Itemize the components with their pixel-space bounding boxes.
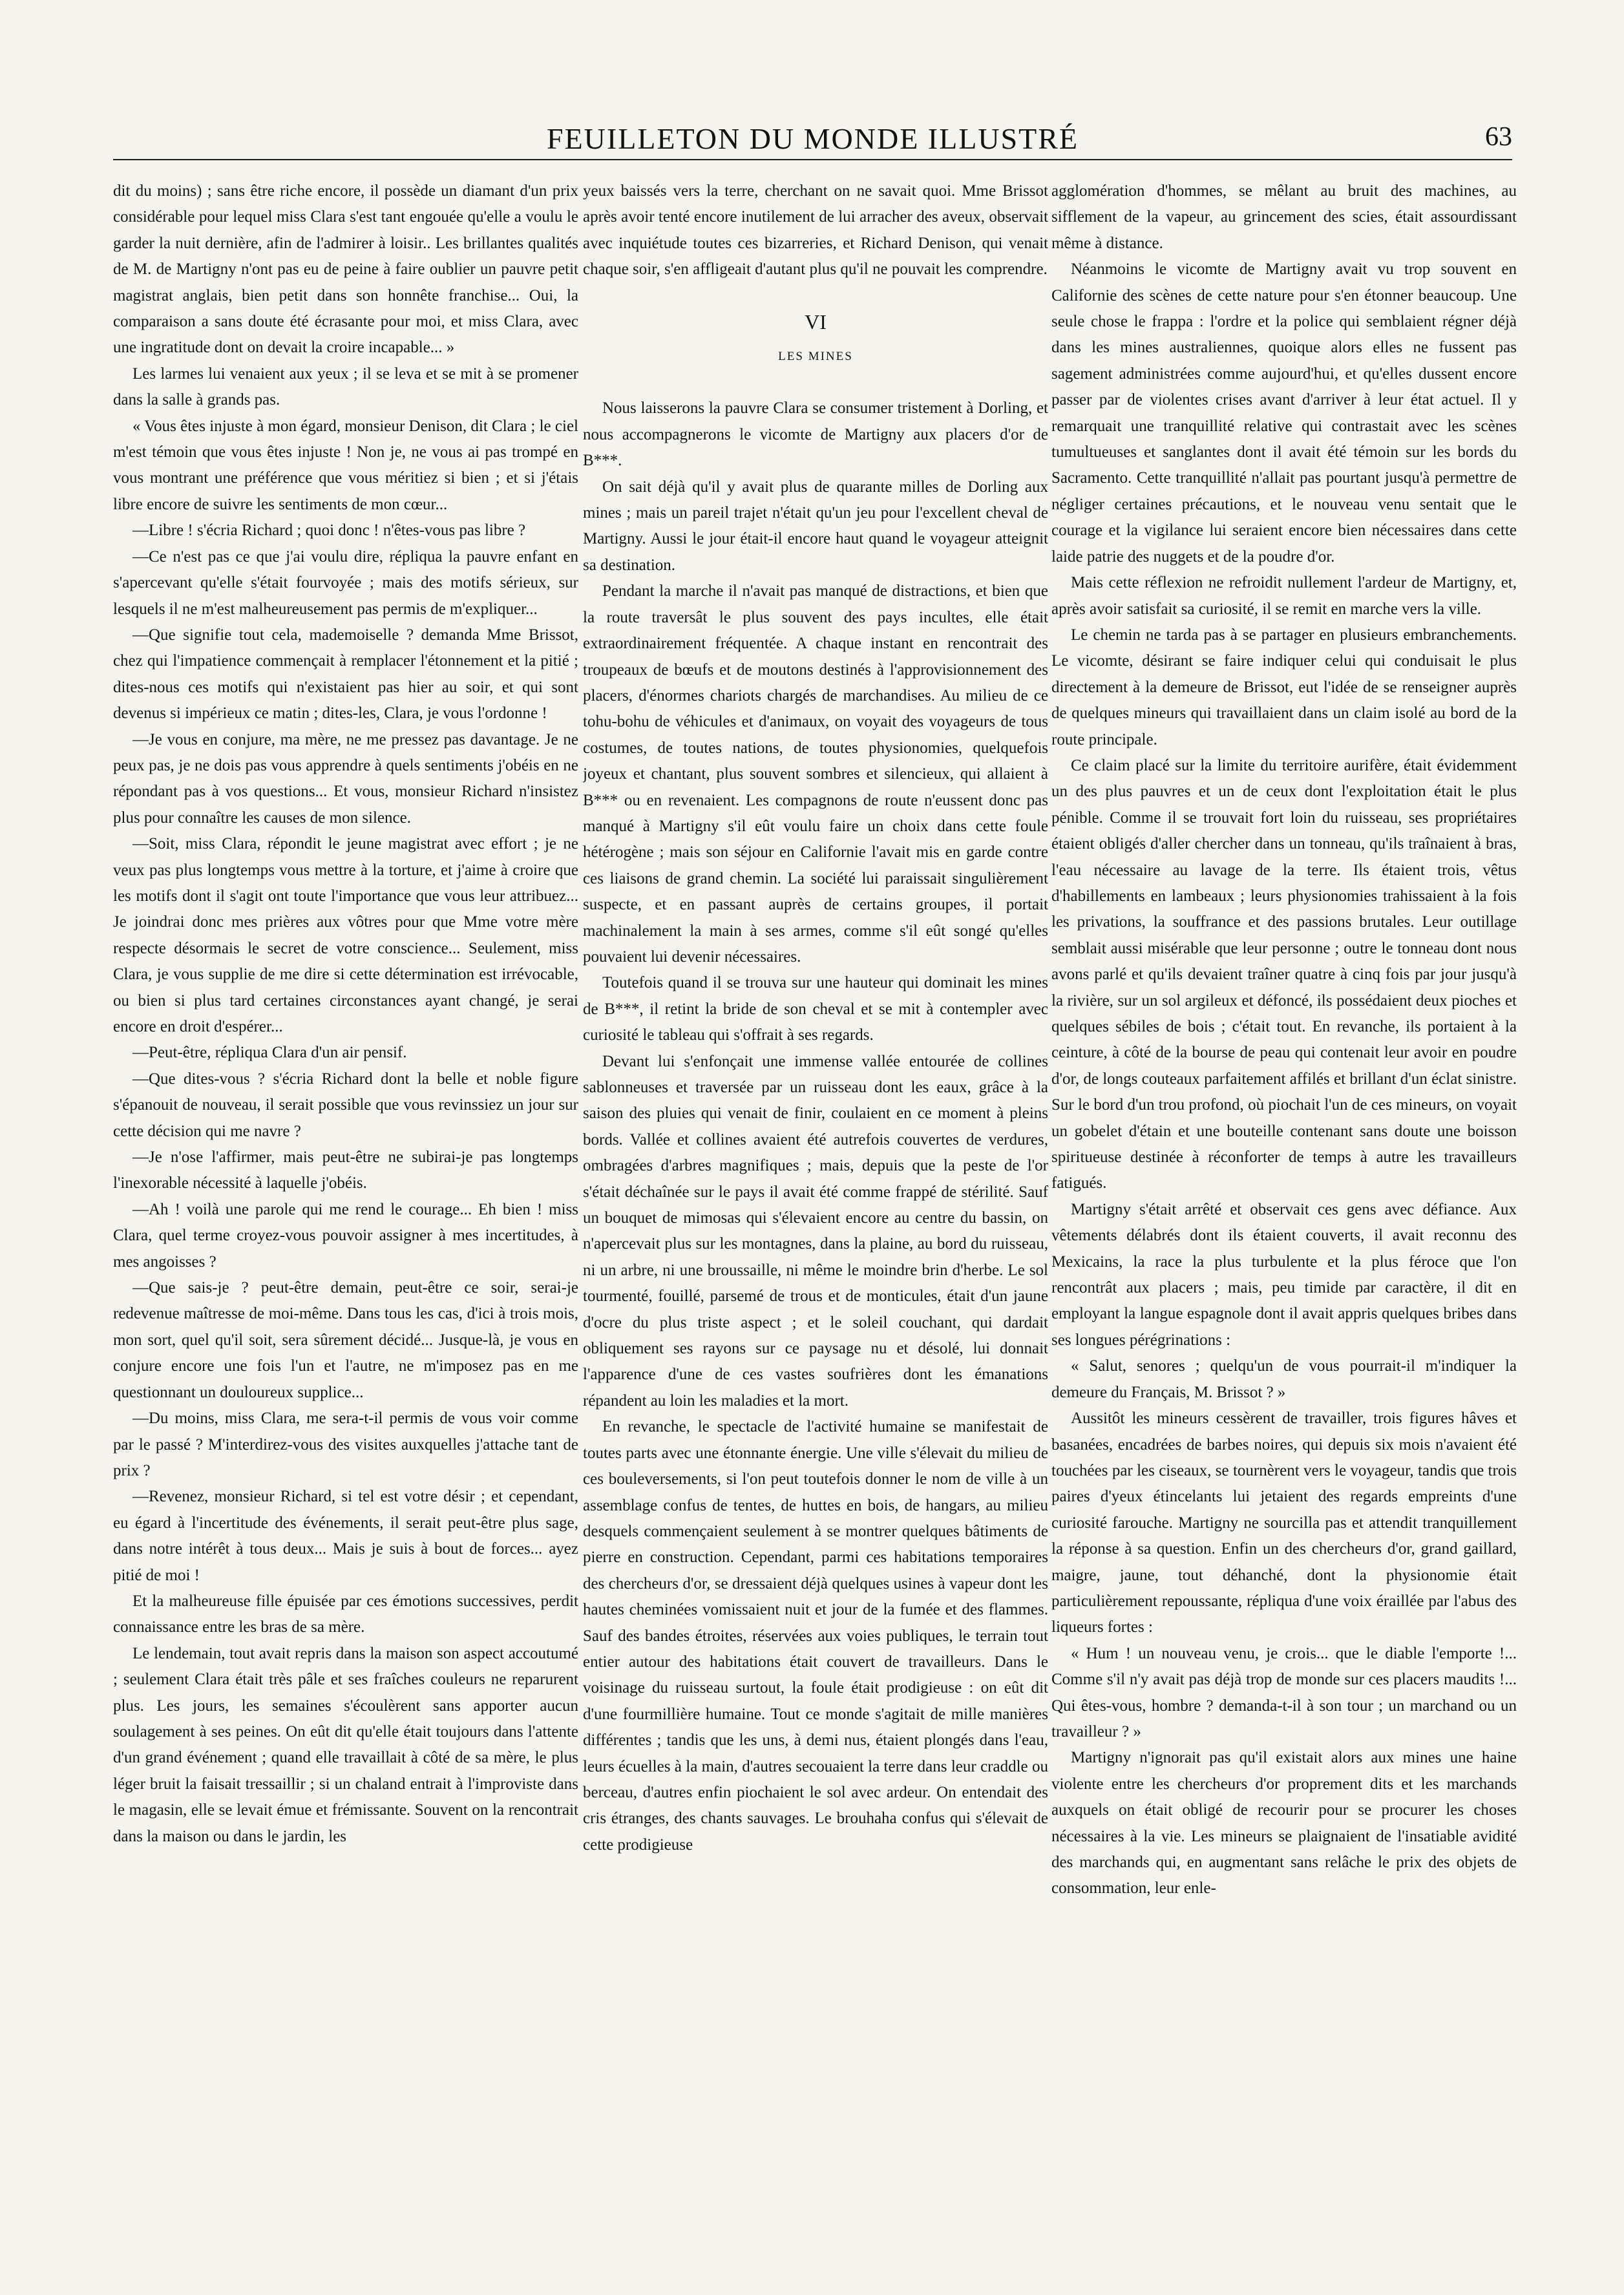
header-rule: [113, 159, 1512, 160]
paragraph: Martigny s'était arrêté et observait ces gens avec défiance. Aux vêtements délabrés dont ils étaient couverts, il avait reconnu des Mexicains, la race la plus turbulente et la plus féroce que l'on rencontrât aux placers ; mais, peu timide par caractère, il dit en employant la langue espagnole dont il avait appris quelques bribes dans ses longues pérégrinations :: [1051, 1200, 1517, 1349]
paragraph: Et la malheureuse fille épuisée par ces émotions successives, perdit connaissance entre les bras de sa mère.: [113, 1592, 578, 1636]
running-title: FEUILLETON DU MONDE ILLUSTRÉ: [546, 122, 1079, 155]
running-head: [113, 122, 1512, 160]
paragraph: —Ce n'est pas ce que j'ai voulu dire, répliqua la pauvre enfant en s'apercevant qu'elle s'était fourvoyée ; mais des motifs sérieux, sur lesquels il ne m'est malheureusement pas permis de m'expliquer...: [113, 547, 578, 618]
paragraph: dit du moins) ; sans être riche encore, il possède un diamant d'un prix considérable pour lequel miss Clara s'est tant engouée qu'elle a voulu le garder la nuit dernière, afin de l'admirer à loisir.. Les brillantes qualités de M. de Martigny n'ont pas eu de peine à faire oublier un pauvre petit magistrat anglais, bien petit dans son honnête franchise... Oui, la comparaison a sans doute été écrasante pour moi, et miss Clara, avec une ingratitude dont on devait la croire incapable... »: [113, 182, 578, 357]
text-column-3: [1051, 178, 1517, 2234]
paragraph: Pendant la marche il n'avait pas manqué de distractions, et bien que la route traversât le plus souvent des pays incultes, elle était extraordinairement fréquentée. A chaque instant en rencontrait des troupeaux de bœufs et de moutons destinés à l'approvisionnement des placers, d'énormes chariots chargés de marchandises. Au milieu de ce tohu-bohu de véhicules et d'animaux, on voyait des voyageurs de tous costumes, de toutes nations, de toutes physionomies, quelquefois joyeux et chantant, plus souvent sombres et silencieux, qui allaient à B*** ou en revenaient. Les compagnons de route n'eussent donc pas manqué à Martigny s'il eût voulu faire un choix dans cette foule hétérogène ; mais son séjour en Californie l'avait mis en garde contre ces liaisons de grand chemin. La société lui paraissait singulièrement suspecte, et en passant auprès de certains groupes, il portait machinalement la main à ses armes, comme s'il eût songé qu'elles pouvaient lui devenir nécessaires.: [583, 582, 1048, 966]
paragraph: agglomération d'hommes, se mêlant au bruit des machines, au sifflement de la vapeur, au grincement des scies, était assourdissant même à distance.: [1051, 182, 1517, 252]
paragraph: —Je n'ose l'affirmer, mais peut-être ne subirai-je pas longtemps l'inexorable nécessité à laquelle j'obéis.: [113, 1148, 578, 1192]
paragraph: —Je vous en conjure, ma mère, ne me pressez pas davantage. Je ne peux pas, je ne dois pas vous apprendre à quels sentiments j'obéis en ne répondant pas à vos questions... Et vous, monsieur Richard n'insistez plus pour connaître les causes de mon silence.: [113, 730, 578, 827]
paragraph: —Du moins, miss Clara, me sera-t-il permis de vous voir comme par le passé ? M'interdirez-vous des visites auxquelles j'attache tant de prix ?: [113, 1410, 578, 1479]
paragraph: —Libre ! s'écria Richard ; quoi donc ! n'êtes-vous pas libre ?: [132, 522, 526, 540]
paragraph: —Ah ! voilà une parole qui me rend le courage... Eh bien ! miss Clara, quel terme croyez-vous pouvoir assigner à mes incertitudes, à mes angoisses ?: [113, 1200, 578, 1271]
paragraph: Mais cette réflexion ne refroidit nullement l'ardeur de Martigny, et, après avoir satisfait sa curiosité, il se remit en marche vers la ville.: [1051, 574, 1517, 618]
paragraph: Nous laisserons la pauvre Clara se consumer tristement à Dorling, et nous accompagnerons le vicomte de Martigny aux placers d'or de B***.: [583, 399, 1048, 470]
paragraph: Les larmes lui venaient aux yeux ; il se leva et se mit à se promener dans la salle à grands pas.: [113, 365, 578, 409]
paragraph: —Que signifie tout cela, mademoiselle ? demanda Mme Brissot, chez qui l'impatience commençait à remplacer l'étonnement et la pitié ; dites-nous ces motifs qui n'existaient pas hier au soir, et qui sont devenus si impérieux ce matin ; dites-les, Clara, je vous l'ordonne !: [113, 626, 578, 723]
paragraph: —Peut-être, répliqua Clara d'un air pensif.: [132, 1044, 407, 1062]
paragraph: —Revenez, monsieur Richard, si tel est votre désir ; et cependant, eu égard à l'incertitude des événements, il serait peut-être plus sage, dans notre intérêt à tous deux... Mais je suis à bout de forces... ayez pitié de moi !: [113, 1488, 578, 1584]
paragraph: Le chemin ne tarda pas à se partager en plusieurs embranchements. Le vicomte, désirant se faire indiquer celui qui conduisait le plus directement à la demeure de Brissot, eut l'idée de se renseigner auprès de quelques mineurs qui travaillaient dans un claim isolé au bord de la route principale.: [1051, 626, 1517, 748]
paragraph: yeux baissés vers la terre, cherchant on ne savait quoi. Mme Brissot après avoir tenté encore inutilement de lui arracher des aveux, observait avec inquiétude toutes ces bizarreries, et Richard Denison, qui venait chaque soir, s'en affligeait d'autant plus qu'il ne pouvait les comprendre.: [583, 182, 1048, 279]
paragraph: Aussitôt les mineurs cessèrent de travailler, trois figures hâves et basanées, encadrées de barbes noires, qui depuis six mois n'avaient été touchées par les ciseaux, se tournèrent vers le voyageur, tandis que trois paires d'yeux étincelants lui jetaient des regards empreints d'une curiosité farouche. Martigny ne sourcilla pas et attendit tranquillement la réponse à sa question. Enfin un des chercheurs d'or, grand gaillard, maigre, jaune, tout déhanché, dont la physionomie était particulièrement repoussante, répliqua d'une voix éraillée par l'abus des liqueurs fortes :: [1051, 1410, 1517, 1636]
paragraph: —Que dites-vous ? s'écria Richard dont la belle et noble figure s'épanouit de nouveau, il serait possible que vous revinssiez un jour sur cette décision qui me navre ?: [113, 1070, 578, 1140]
paragraph: En revanche, le spectacle de l'activité humaine se manifestait de toutes parts avec une étonnante énergie. Une ville s'élevait du milieu de ces bouleversements, si l'on peut toutefois donner le nom de ville à un assemblage confus de tentes, de huttes en bois, de hangars, au milieu desquels commençaient seulement à se montrer quelques bâtiments de pierre en construction. Cependant, parmi ces habitations temporaires des chercheurs d'or, se dressaient déjà quelques usines à vapeur dont les hautes cheminées vomissaient nuit et jour de la fumée et des flammes. Sauf des bandes étroites, réservées aux voies publiques, le terrain tout entier autour des habitations était couvert de travailleurs. Dans le voisinage du ruisseau surtout, la foule était prodigieuse : on eût dit d'une fourmillière humaine. Tout ce monde s'agitait de mille manières différentes ; tandis que les uns, à demi nus, étaient plongés dans l'eau, leurs écuelles à la main, d'autres secouaient la terre dans leur craddle ou berceau, d'autres enfin piochaient le sol avec ardeur. On entendait des cris étranges, des chants sauvages. Le brouhaha confus qui s'élevait de cette prodigieuse: [583, 1418, 1048, 1854]
page-number: 63: [1485, 122, 1512, 152]
paragraph: —Soit, miss Clara, répondit le jeune magistrat avec effort ; je ne veux pas plus longtemps vous mettre à la torture, et j'aime à croire que les motifs dont il s'agit ont toute l'importance que vous leur attribuez... Je joindrai donc mes prières aux vôtres pour que Mme votre mère respecte désormais le secret de votre conscience... Seulement, miss Clara, je vous supplie de me dire si cette détermination est irrévocable, ou bien si plus tard certaines circonstances ayant changé, je serai encore en droit d'espérer...: [113, 835, 578, 1035]
paragraph: Devant lui s'enfonçait une immense vallée entourée de collines sablonneuses et traversée par un ruisseau dont les eaux, grâce à la saison des pluies qui venait de finir, coulaient en ce moment à pleins bords. Vallée et collines avaient été autrefois couvertes de verdures, ombragées d'arbres magnifiques ; mais, depuis que la peste de l'or s'était déchaînée sur le pays il avait été comme frappé de stérilité. Sauf un bouquet de mimosas qui s'élevaient encore au centre du bassin, on n'apercevait plus sur les montagnes, dans la plaine, au bord du ruisseau, ni un arbre, ni une broussaille, ni même le moindre brin d'herbe. Le sol tourmenté, fouillé, parsemé de trous et de monticules, était d'un jaune d'ocre du plus triste aspect ; et le soleil couchant, qui dardait obliquement ses rayons sur ce paysage nu et désolé, lui donnait l'apparence d'une de ces vastes soufrières dont les émanations répandent au loin les maladies et la mort.: [583, 1052, 1048, 1410]
paragraph: Ce claim placé sur la limite du territoire aurifère, était évidemment un des plus pauvres et un de ceux dont l'exploitation était le plus pénible. Comme il se trouvait fort loin du ruisseau, ses propriétaires étaient obligés d'aller chercher dans un tonneau, qu'ils traînaient à bras, l'eau nécessaire au lavage de la terre. Ils étaient trois, vêtus d'habillements en lambeaux ; leurs physionomies trahissaient à la fois les privations, la souffrance et des passions brutales. Leur outillage semblait aussi misérable que leur personne ; outre le tonneau dont nous avons parlé et qu'ils devaient traîner quatre à cinq fois par jour jusqu'à la rivière, sur un sol argileux et défoncé, ils possédaient deux pioches et quelques sébiles de bois ; c'était tout. En revanche, ils portaient à la ceinture, à côté de la bourse de peau qui contenait leur avoir en poudre d'or, de longs couteaux parfaitement affilés et brillant d'un éclat sinistre. Sur le bord d'un trou profond, où piochait l'un de ces mineurs, on voyait un gobelet d'étain et une bouteille contenant sans doute une boisson spiritueuse destinée à réconforter de temps à autre les travailleurs fatigués.: [1051, 756, 1517, 1192]
paragraph: —Que sais-je ? peut-être demain, peut-être ce soir, serai-je redevenue maîtresse de moi-même. Dans tous les cas, d'ici à trois mois, mon sort, quel qu'il soit, sera sûrement décidé... Jusque-là, je vous en conjure encore une fois l'un et l'autre, ne m'imposez pas en me questionnant un douloureux supplice...: [113, 1279, 578, 1401]
chapter-number: VI: [805, 310, 827, 333]
text-column-1: [113, 178, 578, 2234]
paragraph: On sait déjà qu'il y avait plus de quarante milles de Dorling aux mines ; mais un pareil trajet n'était qu'un jeu pour l'excellent cheval de Martigny. Aussi le jour était-il encore haut quand le voyageur atteignit sa destination.: [583, 478, 1048, 574]
paragraph: « Hum ! un nouveau venu, je crois... que le diable l'emporte !... Comme s'il n'y avait pas déjà trop de monde sur ces placers maudits !... Qui êtes-vous, hombre ? demanda-t-il à son tour ; un marchand ou un travailleur ? »: [1051, 1644, 1517, 1740]
paragraph: Toutefois quand il se trouva sur une hauteur qui dominait les mines de B***, il retint la bride de son cheval et se mit à contempler avec curiosité le tableau qui s'offrait à ses regards.: [583, 974, 1048, 1044]
paragraph: « Salut, senores ; quelqu'un de vous pourrait-il m'indiquer la demeure du Français, M. Brissot ? »: [1051, 1357, 1517, 1401]
paragraph: Néanmoins le vicomte de Martigny avait vu trop souvent en Californie des scènes de cette nature pour s'en étonner beaucoup. Une seule chose le frappa : l'ordre et la police qui semblaient régner déjà dans les mines australiennes, quoique alors elles ne fussent pas sagement administrées comme aujourd'hui, et qu'elles dussent encore passer par de violentes crises avant d'arriver à leur état actuel. Il y remarquait une tranquillité relative qui contrastait avec les scènes tumultueuses et sanglantes dont il avait été témoin sur les bords du Sacramento. Cette tranquillité n'allait pas pourtant jusqu'à permettre de négliger certaines précautions, et le nouveau venu sentait que le courage et la vigilance lui seraient encore bien nécessaires dans cette laide patrie des nuggets et de la poudre d'or.: [1051, 260, 1517, 566]
paragraph: « Vous êtes injuste à mon égard, monsieur Denison, dit Clara ; le ciel m'est témoin que vous êtes injuste ! Non je, ne vous ai pas trompé en vous montrant une préférence que vous méritiez si bien ; et si j'étais libre encore de suivre les sentiments de mon cœur...: [113, 417, 578, 513]
text-column-2: [583, 178, 1048, 2234]
chapter-title: LES MINES: [778, 350, 853, 364]
paragraph: Martigny n'ignorait pas qu'il existait alors aux mines une haine violente entre les chercheurs d'or proprement dits et les marchands auxquels on était obligé de recourir pour se procurer les choses nécessaires à la vie. Les mineurs se plaignaient de l'insatiable avidité des marchands qui, en augmentant sans relâche le prix des objets de consommation, leur enle-: [1051, 1749, 1517, 1898]
paragraph: Le lendemain, tout avait repris dans la maison son aspect accoutumé ; seulement Clara était très pâle et ses fraîches couleurs ne reparurent plus. Les jours, les semaines s'écoulèrent sans apporter aucun soulagement à ses peines. On eût dit qu'elle était toujours dans l'attente d'un grand événement ; quand elle travaillait à côté de sa mère, le plus léger bruit la faisait tressaillir ; si un chaland entrait à l'improviste dans le magasin, elle se levait émue et frémissante. Souvent on la rencontrait dans la maison ou dans le jardin, les: [113, 1644, 578, 1845]
